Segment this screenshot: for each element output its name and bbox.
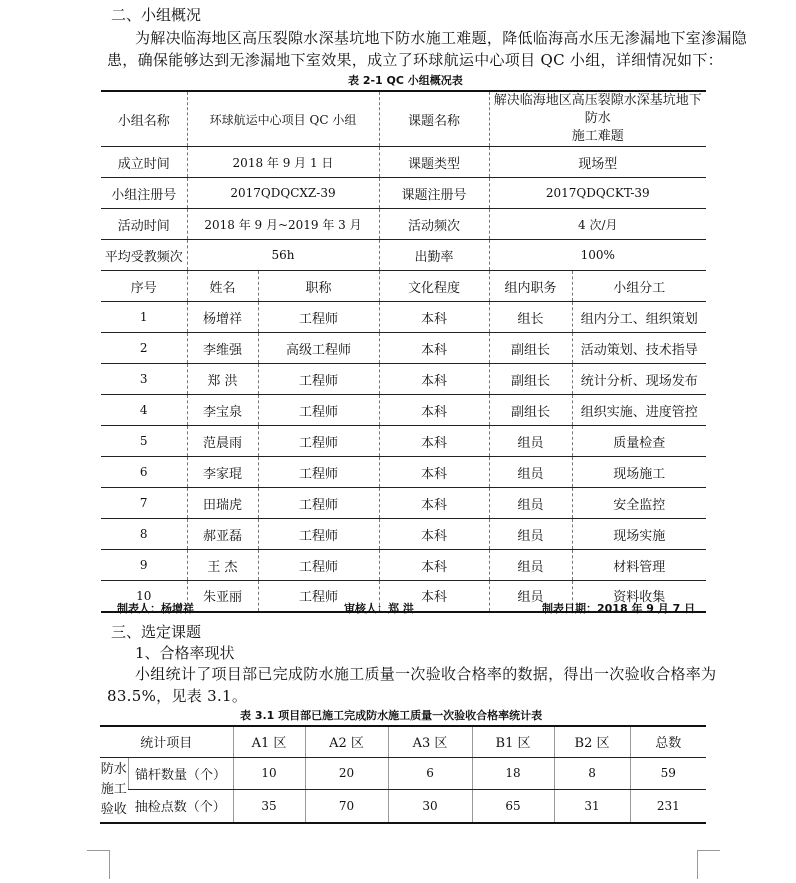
table-cell: 70 bbox=[305, 789, 388, 823]
header-cell: 职称 bbox=[258, 271, 379, 302]
table-cell: 231 bbox=[630, 789, 706, 823]
section-heading-overview: 二、小组概况 bbox=[111, 6, 202, 24]
table-cell: 本科 bbox=[379, 488, 489, 519]
table-cell: 7 bbox=[101, 488, 187, 519]
table-cell: 工程师 bbox=[258, 519, 379, 550]
topic-line-2: 施工难题 bbox=[571, 129, 624, 144]
member-row bbox=[101, 519, 706, 550]
table-cell: 范晨雨 bbox=[187, 426, 258, 457]
cell-value-topic bbox=[489, 91, 706, 147]
table-cell: 35 bbox=[233, 789, 305, 823]
stats-header-row bbox=[100, 726, 706, 757]
table-cell: 1 bbox=[101, 302, 187, 333]
table-cell: 组员 bbox=[489, 488, 572, 519]
cell-value: 56h bbox=[187, 240, 379, 271]
member-row bbox=[101, 364, 706, 395]
row-label: 抽检点数（个） bbox=[128, 789, 233, 823]
cell-label: 课题注册号 bbox=[379, 178, 489, 209]
table-cell: 本科 bbox=[379, 550, 489, 581]
member-row bbox=[101, 302, 706, 333]
footer-maker: 制表人：杨增祥 bbox=[117, 602, 194, 615]
cell-label: 成立时间 bbox=[101, 147, 187, 178]
table-cell: 工程师 bbox=[258, 395, 379, 426]
table-cell: 现场实施 bbox=[572, 519, 706, 550]
table-cell: 杨增祥 bbox=[187, 302, 258, 333]
cell-value: 4 次/月 bbox=[489, 209, 706, 240]
table-cell: 20 bbox=[305, 757, 388, 789]
table-cell: 组内分工、组织策划 bbox=[572, 302, 706, 333]
member-row bbox=[101, 426, 706, 457]
cell-label: 小组注册号 bbox=[101, 178, 187, 209]
table-cell: 李宝泉 bbox=[187, 395, 258, 426]
header-cell: 统计项目 bbox=[100, 726, 233, 757]
table-cell: 工程师 bbox=[258, 457, 379, 488]
page-corner-mark-left bbox=[87, 850, 110, 879]
group-label-cell bbox=[100, 757, 128, 823]
header-cell: B1 区 bbox=[472, 726, 554, 757]
table-cell: 工程师 bbox=[258, 426, 379, 457]
page-corner-mark-right bbox=[697, 850, 720, 879]
table-cell: 30 bbox=[388, 789, 472, 823]
table-cell: 8 bbox=[554, 757, 630, 789]
table-cell: 组员 bbox=[489, 426, 572, 457]
table-cell: 质量检查 bbox=[572, 426, 706, 457]
header-cell: B2 区 bbox=[554, 726, 630, 757]
cell-label: 活动频次 bbox=[379, 209, 489, 240]
table-cell: 工程师 bbox=[258, 364, 379, 395]
overview-paragraph-line-1: 为解决临海地区高压裂隙水深基坑地下防水施工难题，降低临海高水压无渗漏地下室渗漏隐 bbox=[135, 29, 748, 47]
table-cell: 工程师 bbox=[258, 488, 379, 519]
table-cell: 5 bbox=[101, 426, 187, 457]
group-label-line-3: 验收 bbox=[100, 801, 127, 817]
table-cell: 本科 bbox=[379, 581, 489, 612]
table-cell: 组织实施、进度管控 bbox=[572, 395, 706, 426]
member-row bbox=[101, 333, 706, 364]
table-cell: 材料管理 bbox=[572, 550, 706, 581]
table-cell: 10 bbox=[233, 757, 305, 789]
table-cell: 统计分析、现场发布 bbox=[572, 364, 706, 395]
member-row bbox=[101, 550, 706, 581]
table-cell: 工程师 bbox=[258, 302, 379, 333]
member-row bbox=[101, 395, 706, 426]
header-cell: 组内职务 bbox=[489, 271, 572, 302]
members-body bbox=[101, 302, 706, 612]
table-cell: 李维强 bbox=[187, 333, 258, 364]
pass-rate-stats-table bbox=[100, 725, 706, 824]
table-cell: 郑 洪 bbox=[187, 364, 258, 395]
table-cell: 10 bbox=[101, 581, 187, 612]
group-overview-table bbox=[101, 90, 706, 613]
table-cell: 副组长 bbox=[489, 333, 572, 364]
table-caption-group: 表 2-1 QC 小组概况表 bbox=[348, 74, 463, 87]
sub-heading-pass-rate: 1、合格率现状 bbox=[135, 644, 235, 662]
overview-paragraph-line-2: 患，确保能够达到无渗漏地下室效果，成立了环球航运中心项目 QC 小组，详细情况如下： bbox=[107, 51, 723, 69]
cell-value: 2018 年 9 月 1 日 bbox=[187, 147, 379, 178]
table-cell: 工程师 bbox=[258, 581, 379, 612]
table-cell: 本科 bbox=[379, 302, 489, 333]
table-cell: 6 bbox=[101, 457, 187, 488]
table-cell: 本科 bbox=[379, 426, 489, 457]
table-cell: 田瑞虎 bbox=[187, 488, 258, 519]
table-cell: 本科 bbox=[379, 519, 489, 550]
pass-rate-paragraph-line-2: 83.5%，见表 3.1。 bbox=[107, 687, 248, 705]
members-header-row bbox=[101, 271, 706, 302]
header-cell: 文化程度 bbox=[379, 271, 489, 302]
table-caption-stats: 表 3.1 项目部已施工完成防水施工质量一次验收合格率统计表 bbox=[240, 709, 543, 722]
table-cell: 2 bbox=[101, 333, 187, 364]
cell-value: 现场型 bbox=[489, 147, 706, 178]
table-cell: 18 bbox=[472, 757, 554, 789]
table-cell: 高级工程师 bbox=[258, 333, 379, 364]
table-cell: 组员 bbox=[489, 581, 572, 612]
stats-row-anchors bbox=[100, 757, 706, 789]
topic-line-1: 解决临海地区高压裂隙水深基坑地下防水 bbox=[493, 93, 702, 126]
table-cell: 组员 bbox=[489, 550, 572, 581]
header-cell: A1 区 bbox=[233, 726, 305, 757]
cell-value: 2018 年 9 月~2019 年 3 月 bbox=[187, 209, 379, 240]
table-cell: 3 bbox=[101, 364, 187, 395]
group-label-line-2: 施工 bbox=[100, 781, 127, 797]
cell-value: 2017QDQCKT-39 bbox=[489, 178, 706, 209]
table-cell: 59 bbox=[630, 757, 706, 789]
footer-date: 制表日期：2018 年 9 月 7 日 bbox=[542, 602, 696, 615]
header-cell: 总数 bbox=[630, 726, 706, 757]
table-cell: 4 bbox=[101, 395, 187, 426]
table-cell: 现场施工 bbox=[572, 457, 706, 488]
header-cell: 小组分工 bbox=[572, 271, 706, 302]
table-cell: 8 bbox=[101, 519, 187, 550]
header-cell: 姓名 bbox=[187, 271, 258, 302]
section-heading-topic: 三、选定课题 bbox=[111, 623, 202, 641]
cell-label: 小组名称 bbox=[101, 91, 187, 147]
member-row bbox=[101, 457, 706, 488]
cell-label: 平均受教频次 bbox=[101, 240, 187, 271]
header-cell: 序号 bbox=[101, 271, 187, 302]
header-cell: A2 区 bbox=[305, 726, 388, 757]
footer-reviewer: 审核人：郑 洪 bbox=[344, 602, 414, 615]
table-cell: 朱亚丽 bbox=[187, 581, 258, 612]
table-cell: 资料收集 bbox=[572, 581, 706, 612]
table-cell: 安全监控 bbox=[572, 488, 706, 519]
table-cell: 郝亚磊 bbox=[187, 519, 258, 550]
table-cell: 组长 bbox=[489, 302, 572, 333]
table-cell: 工程师 bbox=[258, 550, 379, 581]
stats-row-samples bbox=[100, 789, 706, 823]
table-cell: 副组长 bbox=[489, 364, 572, 395]
table-cell: 本科 bbox=[379, 395, 489, 426]
row-label: 锚杆数量（个） bbox=[128, 757, 233, 789]
table-cell: 李家琨 bbox=[187, 457, 258, 488]
pass-rate-paragraph-line-1: 小组统计了项目部已完成防水施工质量一次验收合格率的数据，得出一次验收合格率为 bbox=[135, 665, 717, 683]
cell-value: 2017QDQCXZ-39 bbox=[187, 178, 379, 209]
cell-label: 课题类型 bbox=[379, 147, 489, 178]
table-cell: 65 bbox=[472, 789, 554, 823]
table-cell: 9 bbox=[101, 550, 187, 581]
header-cell: A3 区 bbox=[388, 726, 472, 757]
table-cell: 组员 bbox=[489, 519, 572, 550]
cell-label: 活动时间 bbox=[101, 209, 187, 240]
cell-label: 课题名称 bbox=[379, 91, 489, 147]
table-cell: 31 bbox=[554, 789, 630, 823]
table-cell: 6 bbox=[388, 757, 472, 789]
table-cell: 本科 bbox=[379, 364, 489, 395]
cell-value: 环球航运中心项目 QC 小组 bbox=[187, 91, 379, 147]
table-cell: 王 杰 bbox=[187, 550, 258, 581]
table-cell: 副组长 bbox=[489, 395, 572, 426]
table-cell: 本科 bbox=[379, 333, 489, 364]
member-row bbox=[101, 488, 706, 519]
cell-value: 100% bbox=[489, 240, 706, 271]
cell-label: 出勤率 bbox=[379, 240, 489, 271]
table-cell: 组员 bbox=[489, 457, 572, 488]
table-cell: 本科 bbox=[379, 457, 489, 488]
group-label-line-1: 防水 bbox=[100, 761, 127, 777]
table-cell: 活动策划、技术指导 bbox=[572, 333, 706, 364]
